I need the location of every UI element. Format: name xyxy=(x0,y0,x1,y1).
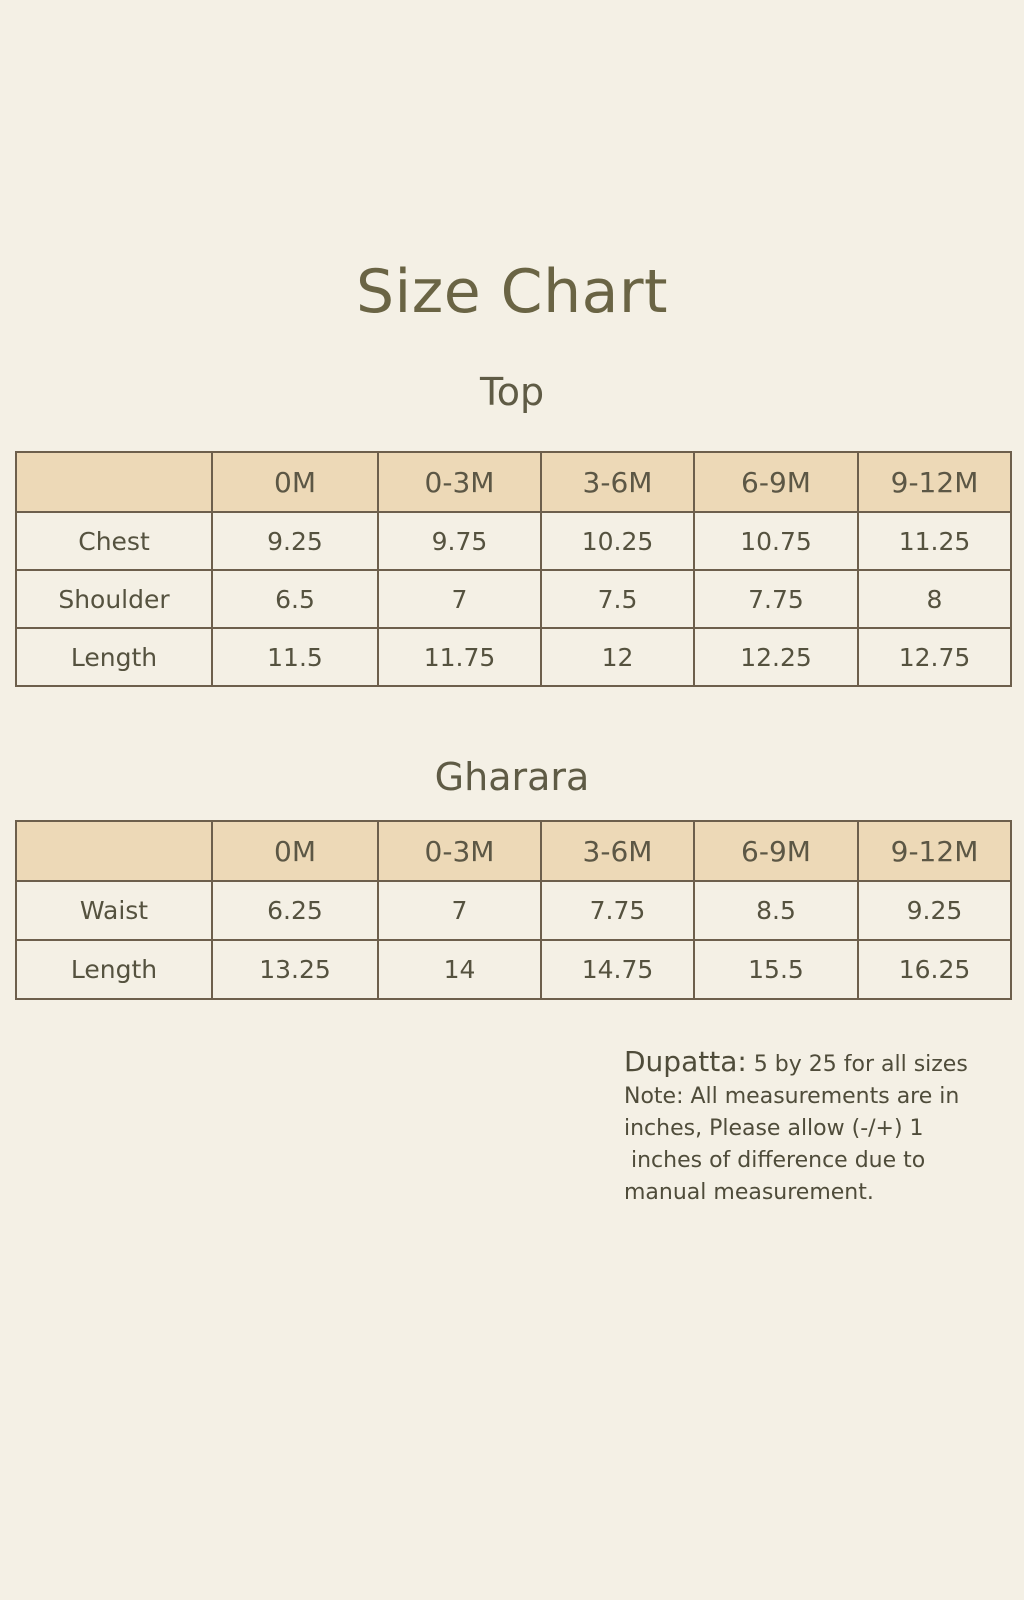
size-header-9-12m: 9-12M xyxy=(858,452,1011,512)
table-cell: 7 xyxy=(378,881,541,940)
notes-block xyxy=(624,1046,1004,1209)
row-label-chest: Chest xyxy=(16,512,212,570)
table-cell: 9.25 xyxy=(858,881,1011,940)
table-cell: 12 xyxy=(541,628,694,686)
table-cell: 10.75 xyxy=(694,512,858,570)
dupatta-value: 5 by 25 for all sizes xyxy=(746,1052,968,1077)
row-label-length: Length xyxy=(16,628,212,686)
table-cell: 7.5 xyxy=(541,570,694,628)
table-cell: 7 xyxy=(378,570,541,628)
table-row xyxy=(16,512,1011,570)
table-row xyxy=(16,628,1011,686)
table-cell: 9.75 xyxy=(378,512,541,570)
table-row xyxy=(16,881,1011,940)
table-cell: 14 xyxy=(378,940,541,999)
top-size-table xyxy=(15,451,1012,687)
table-header-row xyxy=(16,821,1011,881)
table-corner-cell xyxy=(16,452,212,512)
table-cell: 11.25 xyxy=(858,512,1011,570)
table-cell: 11.75 xyxy=(378,628,541,686)
table-cell: 7.75 xyxy=(541,881,694,940)
table-header-row xyxy=(16,452,1011,512)
table-cell: 13.25 xyxy=(212,940,378,999)
table-cell: 9.25 xyxy=(212,512,378,570)
table-cell: 6.5 xyxy=(212,570,378,628)
size-header-0-3m: 0-3M xyxy=(378,821,541,881)
table-cell: 10.25 xyxy=(541,512,694,570)
note-line: manual measurement. xyxy=(624,1180,874,1205)
dupatta-label: Dupatta: xyxy=(624,1045,747,1078)
row-label-length: Length xyxy=(16,940,212,999)
table-cell: 15.5 xyxy=(694,940,858,999)
table-corner-cell xyxy=(16,821,212,881)
table-cell: 8.5 xyxy=(694,881,858,940)
top-section-heading: Top xyxy=(479,370,545,414)
table-row xyxy=(16,570,1011,628)
note-line: inches, Please allow (-/+) 1 xyxy=(624,1116,924,1141)
size-header-0-3m: 0-3M xyxy=(378,452,541,512)
table-cell: 12.25 xyxy=(694,628,858,686)
table-cell: 7.75 xyxy=(694,570,858,628)
gharara-size-table xyxy=(15,820,1012,1000)
row-label-shoulder: Shoulder xyxy=(16,570,212,628)
note-line: Note: All measurements are in xyxy=(624,1084,960,1109)
row-label-waist: Waist xyxy=(16,881,212,940)
size-header-6-9m: 6-9M xyxy=(694,821,858,881)
size-header-0m: 0M xyxy=(212,821,378,881)
table-cell: 8 xyxy=(858,570,1011,628)
table-cell: 11.5 xyxy=(212,628,378,686)
note-line: inches of difference due to xyxy=(624,1148,926,1173)
size-header-6-9m: 6-9M xyxy=(694,452,858,512)
size-header-9-12m: 9-12M xyxy=(858,821,1011,881)
table-row xyxy=(16,940,1011,999)
table-cell: 6.25 xyxy=(212,881,378,940)
size-header-3-6m: 3-6M xyxy=(541,452,694,512)
dupatta-note xyxy=(624,1046,1004,1081)
table-cell: 14.75 xyxy=(541,940,694,999)
table-cell: 12.75 xyxy=(858,628,1011,686)
size-header-3-6m: 3-6M xyxy=(541,821,694,881)
size-header-0m: 0M xyxy=(212,452,378,512)
gharara-section-heading: Gharara xyxy=(434,755,590,799)
page-title: Size Chart xyxy=(355,257,669,327)
table-cell: 16.25 xyxy=(858,940,1011,999)
